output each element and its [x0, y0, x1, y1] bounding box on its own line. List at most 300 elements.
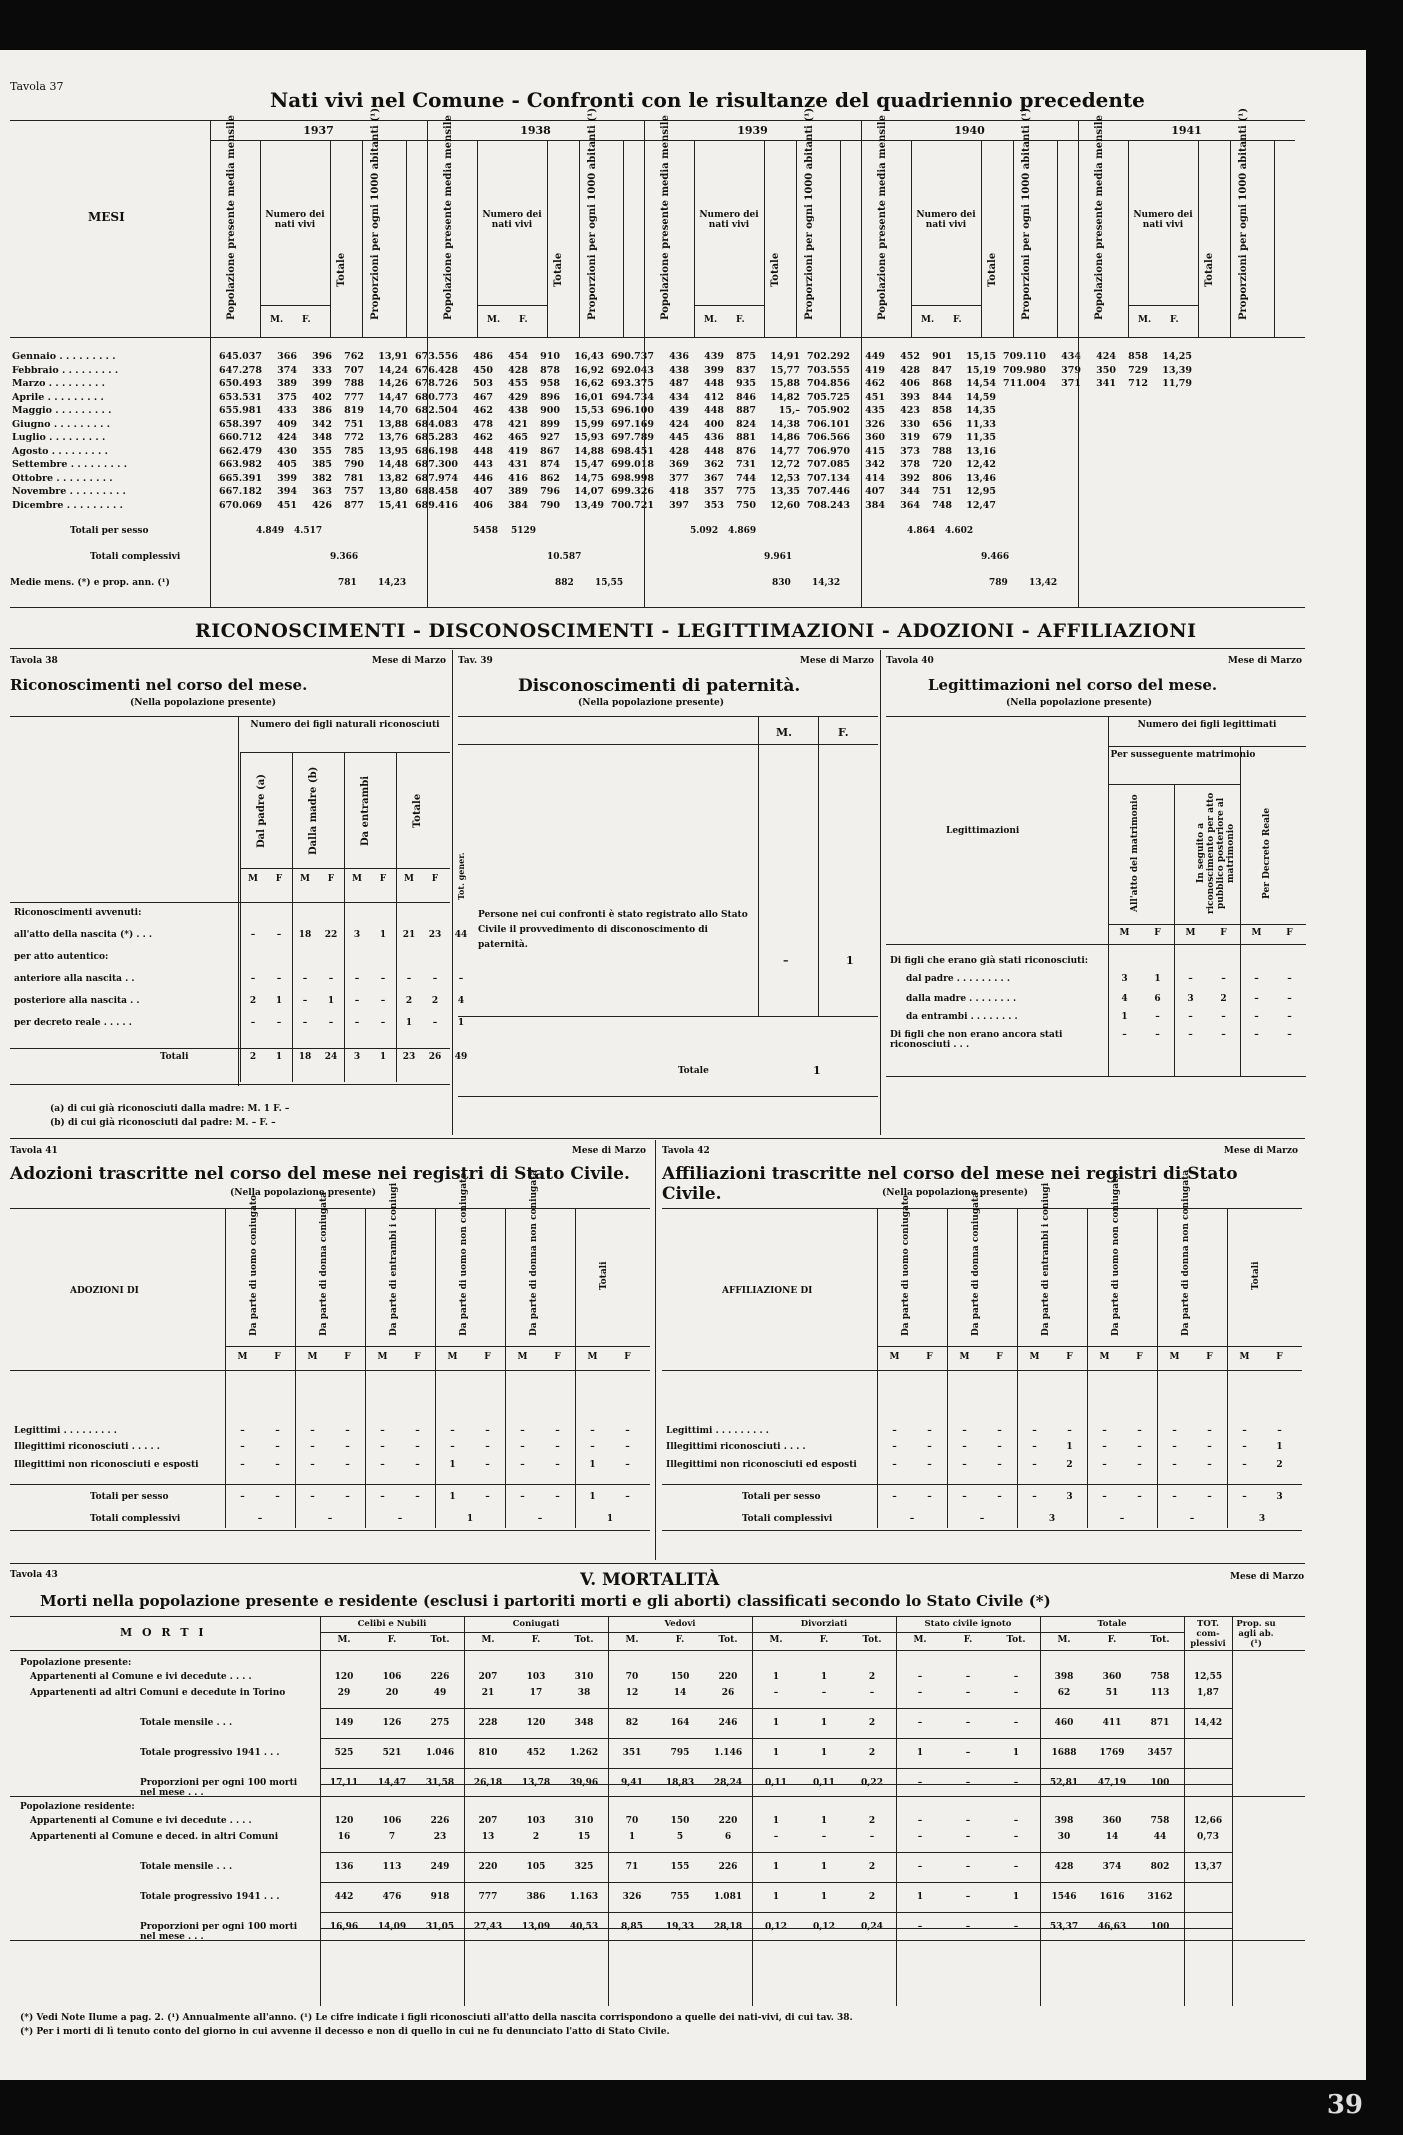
t43-cell: 40,53: [569, 1922, 599, 1932]
t37-medie: 789: [989, 578, 1008, 588]
t43-cell: 13,09: [521, 1922, 551, 1932]
t38-cell: 3: [353, 930, 361, 940]
t43-rowhead: M O R T I: [120, 1626, 207, 1639]
t43-cell: 228: [478, 1718, 498, 1728]
t42-cell: –: [892, 1442, 897, 1452]
t41-col-divider: [435, 1208, 436, 1528]
t43-cell: 460: [1054, 1718, 1074, 1728]
t37-cell: [1118, 458, 1150, 472]
t43-cell: 1: [1012, 1748, 1020, 1758]
t40-mf: F: [1286, 928, 1293, 938]
t42-cell: –: [892, 1426, 897, 1436]
t40-cell: 3: [1187, 994, 1194, 1004]
t37-cell: 452: [900, 351, 920, 362]
t43-cell: –: [965, 1672, 971, 1682]
t38-cell: 1: [275, 996, 283, 1006]
t37-cell: 455: [508, 378, 528, 389]
t40-row-label: Di figli che erano già stati riconosciuti:: [890, 956, 1089, 966]
t43-cell: 21: [481, 1688, 495, 1698]
t43-row-label: Totale progressivo 1941 . . .: [140, 1748, 280, 1758]
t37-cell: 729: [1128, 364, 1148, 376]
t38-cell: –: [250, 930, 256, 940]
t37-cell: [1118, 485, 1150, 499]
t41-cell: 1: [589, 1492, 596, 1502]
t37-cell: 837: [736, 364, 756, 376]
t41-mf: M: [377, 1352, 388, 1362]
t38-cell: 1: [457, 1018, 465, 1028]
t37-tot-compl: 9.366: [330, 552, 359, 562]
t38-cell: –: [458, 974, 464, 984]
t43-cell: –: [965, 1816, 971, 1826]
t43-cell: 103: [526, 1816, 546, 1826]
t40-cell: 1: [1154, 974, 1161, 984]
t37-cell: 14,82: [770, 391, 800, 403]
t38-cell: 22: [324, 930, 338, 940]
t43-cell: 28,24: [713, 1778, 743, 1788]
t43-cell: 348: [574, 1718, 594, 1728]
t43-cell: 1: [820, 1748, 828, 1758]
t43-cell: –: [869, 1832, 875, 1842]
t37-cell: 11,79: [1162, 378, 1192, 389]
t43-cell: 47,19: [1097, 1778, 1127, 1788]
t43-cell: –: [965, 1778, 971, 1788]
t37-tot-sesso: 4.864: [907, 526, 936, 536]
t37-cell: 503: [473, 378, 493, 389]
t43-cell: 249: [430, 1862, 450, 1872]
t43-cell: 100: [1150, 1778, 1170, 1788]
t43-group: Coniugati: [512, 1619, 560, 1629]
t37-year: 1938: [520, 124, 551, 137]
t37-cell: 16,01: [574, 391, 604, 403]
t41-cell: –: [485, 1426, 490, 1436]
t37-cell: 397: [669, 499, 689, 511]
t43-cell: 31,05: [425, 1922, 455, 1932]
t43-cell: 62: [1057, 1688, 1071, 1698]
t41-mf: M: [447, 1352, 458, 1362]
t39-tot-val: 1: [813, 1064, 821, 1077]
t37-cell: 13,91: [378, 351, 408, 362]
t37-cell: 451: [865, 391, 885, 403]
t41-cell: –: [415, 1460, 420, 1470]
t43-sub: M.: [337, 1635, 351, 1645]
t37-year: 1937: [303, 124, 334, 137]
t43-cell: 105: [526, 1862, 546, 1872]
t42-col-head: Totali: [1251, 1261, 1261, 1291]
t41-tot: –: [257, 1514, 263, 1524]
t43-cell: 360: [1102, 1816, 1122, 1826]
t42-mf: M: [1169, 1352, 1180, 1362]
t37-col-m: M.: [921, 315, 935, 325]
t41-mf: F: [554, 1352, 561, 1362]
t39-label: Tav. 39: [458, 656, 493, 666]
t43-cell: 1.262: [569, 1748, 599, 1758]
t43-cell: 28,18: [713, 1922, 743, 1932]
t38-note-a: (a) di cui già riconosciuti dalla madre: M. 1 F. –: [50, 1104, 290, 1114]
t37-col-divider: [1128, 140, 1129, 337]
t41-col-head: Da parte di donna non coniugata: [529, 1169, 539, 1336]
t43-group: Prop. su agli ab. (¹): [1236, 1619, 1276, 1649]
t41-col-divider: [365, 1208, 366, 1528]
t37-cell: 462: [473, 405, 493, 416]
t37-cell: 712: [1128, 378, 1148, 389]
t37-cell: 399: [277, 472, 297, 484]
t37-cell: 369: [669, 459, 689, 470]
t37-cell: 692.043: [611, 364, 654, 376]
t43-cell: 31,58: [425, 1778, 455, 1788]
t43-cell: 51: [1105, 1688, 1119, 1698]
t43-cell: –: [1013, 1688, 1019, 1698]
t37-cell: [1083, 418, 1118, 432]
t43-sub: Tot.: [1006, 1635, 1026, 1645]
t37-cell: 436: [704, 432, 724, 443]
t43-cell: 871: [1150, 1718, 1170, 1728]
t42-cell: –: [1207, 1492, 1212, 1502]
t37-cell: 342: [312, 418, 332, 430]
t42-cell: –: [1067, 1426, 1072, 1436]
t43-cell: 1: [772, 1718, 780, 1728]
t43-cell: 39,96: [569, 1778, 599, 1788]
t41-cell: –: [380, 1442, 385, 1452]
t38-cell: 23: [428, 930, 442, 940]
t43-cell: –: [1013, 1922, 1019, 1932]
t37-cell: 862: [540, 472, 560, 484]
t37-cell: 362: [704, 459, 724, 470]
t37-cell: 819: [344, 405, 364, 416]
t41-row-label: Illegittimi riconosciuti . . . . .: [14, 1442, 160, 1452]
t40-cell: –: [1287, 1030, 1292, 1040]
t37-month-cell: Febbraio . . . . . . . . .: [12, 364, 119, 376]
t37-cell: 663.982: [219, 459, 262, 470]
t37-cell: 360: [865, 432, 885, 443]
t41-mf: F: [484, 1352, 491, 1362]
t38-col-head: Dalla madre (b): [308, 766, 319, 856]
t37-cell: 788: [932, 445, 952, 457]
t43-cell: 1.046: [425, 1748, 455, 1758]
t37-cell: 910: [540, 351, 560, 362]
t37-cell: 13,35: [770, 486, 800, 497]
t41-cell: 1: [449, 1492, 456, 1502]
t43-cell: 2: [868, 1672, 876, 1682]
t37-cell: 15,19: [966, 364, 996, 376]
t42-mf: F: [996, 1352, 1003, 1362]
t41-col-divider: [575, 1208, 576, 1528]
t43-sub: Tot.: [574, 1635, 594, 1645]
t43-cell: 19,33: [665, 1922, 695, 1932]
t37-cell: 11,33: [966, 418, 996, 430]
t42-cell: –: [1207, 1460, 1212, 1470]
t41-tot: –: [327, 1514, 333, 1524]
t37-cell: [1150, 485, 1194, 499]
t43-sub: F.: [1107, 1635, 1117, 1645]
t43-cell: 2: [868, 1718, 876, 1728]
t37-cell: 12,47: [966, 499, 996, 511]
t37-cell: 660.712: [219, 432, 262, 443]
t43-cell: 220: [718, 1816, 738, 1826]
t37-row: [10, 418, 1194, 432]
t37-cell: 355: [312, 445, 332, 457]
t43-cell: 1546: [1051, 1892, 1077, 1902]
t42-rule: [662, 1484, 1302, 1485]
t37-cell: 399: [704, 364, 724, 376]
t43-cell: 16,96: [329, 1922, 359, 1932]
t37-tot-compl-label: Totali complessivi: [90, 552, 181, 562]
t37-mf-rule: [477, 305, 547, 306]
t43-cell: –: [1013, 1832, 1019, 1842]
t37-mesi-header: MESI: [88, 210, 125, 224]
t37-cell: 434: [669, 391, 689, 403]
t37-month-cell: Gennaio . . . . . . . . .: [12, 351, 116, 362]
t37-cell: 686.198: [415, 445, 458, 457]
t42-col-head: Da parte di entrambi i coniugi: [1041, 1182, 1051, 1336]
t41-cell: –: [275, 1460, 280, 1470]
t43-cell: 3162: [1147, 1892, 1173, 1902]
t38-rule: [10, 1048, 450, 1049]
t41-mf: F: [624, 1352, 631, 1362]
t37-col-divider: [796, 140, 797, 337]
t38-cell: –: [302, 974, 308, 984]
t37-cell: 708.243: [807, 499, 850, 511]
t37-year-divider: [210, 120, 211, 607]
t37-cell: 448: [704, 405, 724, 416]
t37-cell: 16,62: [574, 378, 604, 389]
t42-tot: –: [1119, 1514, 1125, 1524]
t37-cell: [1118, 499, 1150, 513]
t37-cell: 424: [669, 418, 689, 430]
t37-cell: 429: [508, 391, 528, 403]
t43-cell: –: [965, 1688, 971, 1698]
t41-cell: –: [625, 1442, 630, 1452]
t43-cell: 18,83: [665, 1778, 695, 1788]
t37-cell: 15,41: [378, 499, 408, 511]
t40-label: Tavola 40: [886, 656, 934, 666]
t43-group: Divorziati: [800, 1619, 848, 1629]
t37-cell: 396: [312, 351, 332, 362]
t43-cell: 52,81: [1049, 1778, 1079, 1788]
t40-rule: [1108, 924, 1306, 925]
t43-cell: –: [965, 1922, 971, 1932]
t37-cell: [998, 404, 1048, 418]
t37-cell: 709.980: [1003, 364, 1046, 376]
t37-cell: 14,86: [770, 432, 800, 443]
t43-cell: 1769: [1099, 1748, 1125, 1758]
t40-cell: 1: [1121, 1012, 1128, 1022]
t43-cell: 5: [676, 1832, 684, 1842]
t37-cell: 374: [277, 364, 297, 376]
t37-cell: 858: [1128, 351, 1148, 362]
t43-rule: [10, 1940, 1305, 1941]
t41-cell: –: [345, 1426, 350, 1436]
t37-cell: [1150, 391, 1194, 405]
t43-cell: 14: [673, 1688, 687, 1698]
t42-cell: –: [1102, 1492, 1107, 1502]
t41-col-divider: [505, 1208, 506, 1528]
t41-cell: –: [240, 1426, 245, 1436]
t39-title: Disconoscimenti di paternità.: [518, 676, 801, 696]
t41-mf: M: [307, 1352, 318, 1362]
t41-cell: –: [380, 1426, 385, 1436]
t43-cell: 120: [334, 1672, 354, 1682]
t38-row-label: anteriore alla nascita . .: [14, 974, 135, 984]
t42-cell: 3: [1066, 1492, 1073, 1502]
t39-f: F.: [838, 726, 849, 739]
t38-col-divider: [292, 752, 293, 1082]
t42-cell: –: [1172, 1442, 1177, 1452]
t37-cell: 407: [865, 486, 885, 497]
t42-mf: M: [959, 1352, 970, 1362]
t43-row-rule: [320, 1708, 1232, 1709]
t37-cell: 448: [704, 378, 724, 389]
t37-cell: 881: [736, 432, 756, 443]
t41-cell: –: [450, 1442, 455, 1452]
t42-cell: –: [1032, 1460, 1037, 1470]
t42-block: [662, 1146, 1302, 1556]
t42-tot: 3: [1048, 1514, 1056, 1524]
t37-year-rule: [1078, 140, 1295, 141]
t41-cell: –: [240, 1442, 245, 1452]
t37-cell: 899: [540, 418, 560, 430]
t42-tot-label: Totali complessivi: [742, 1514, 833, 1524]
t40-cell: –: [1221, 974, 1226, 984]
t42-cell: –: [1137, 1442, 1142, 1452]
t43-cell: 120: [334, 1816, 354, 1826]
t37-cell: 14,59: [966, 391, 996, 403]
t42-cell: –: [892, 1492, 897, 1502]
t37-cell: 366: [277, 351, 297, 362]
t43-cell: 226: [430, 1816, 450, 1826]
t40-rule: [886, 1076, 1306, 1077]
t42-cell: –: [1032, 1492, 1037, 1502]
t40-subgroup: Per susseguente matrimonio: [1110, 750, 1256, 760]
t41-cell: –: [555, 1442, 560, 1452]
t41-cell: –: [380, 1460, 385, 1470]
page-tab-marker: [0, 50, 208, 102]
t42-cell: –: [892, 1460, 897, 1470]
t37-cell: 436: [669, 351, 689, 362]
t37-cell: 342: [865, 459, 885, 470]
t40-month: Mese di Marzo: [1227, 656, 1302, 666]
t37-col-f: F.: [953, 315, 962, 325]
t43-sub: F.: [819, 1635, 829, 1645]
t43-block-title: Popolazione presente:: [20, 1658, 132, 1668]
t37-cell: 434: [1061, 351, 1081, 362]
t41-cell: –: [310, 1460, 315, 1470]
t43-cell: –: [821, 1832, 827, 1842]
t42-col-divider: [877, 1208, 878, 1528]
t37-cell: 15,53: [574, 405, 604, 416]
t43-cell: 44: [1153, 1832, 1167, 1842]
t37-month-cell: Novembre . . . . . . . . .: [12, 486, 126, 497]
t38-mf: F: [379, 874, 387, 884]
t37-cell: 935: [736, 378, 756, 389]
t43-label: Tavola 43: [10, 1570, 58, 1580]
t42-cell: –: [1102, 1460, 1107, 1470]
t42-cell: –: [997, 1460, 1002, 1470]
t43-sub: F.: [387, 1635, 397, 1645]
t37-medie: 830: [772, 578, 791, 588]
t40-cell: –: [1122, 1030, 1127, 1040]
t43-cell: 17,11: [329, 1778, 359, 1788]
t37-col-totale: Totale: [336, 252, 347, 288]
t37-cell: 656: [932, 418, 952, 430]
t37-year-divider: [1078, 120, 1079, 607]
t41-cell: –: [275, 1442, 280, 1452]
t38-cell: 21: [402, 930, 416, 940]
t43-cell: –: [965, 1892, 971, 1902]
t38-cell: 1: [379, 1052, 387, 1062]
t43-cell: 386: [526, 1892, 546, 1902]
t42-tot: 3: [1258, 1514, 1266, 1524]
t37-row: [10, 472, 1194, 486]
t43-cell: 758: [1150, 1816, 1170, 1826]
t41-cell: –: [590, 1442, 595, 1452]
t37-cell: 12,72: [770, 459, 800, 470]
t37-medie: 13,42: [1029, 578, 1058, 588]
t40-cell: 4: [1121, 994, 1128, 1004]
t42-mf: M: [1239, 1352, 1250, 1362]
t37-cell: 15,77: [770, 364, 800, 376]
t37-cell: 788: [344, 378, 364, 389]
t37-row: [10, 445, 1194, 459]
t43-cell: 777: [478, 1892, 498, 1902]
t43-cell: 113: [382, 1862, 402, 1872]
t40-rule: [886, 944, 1306, 945]
t42-subtitle: (Nella popolazione presente): [882, 1188, 1029, 1198]
t43-cell: 207: [478, 1816, 498, 1826]
t40-title: Legittimazioni nel corso del mese.: [928, 676, 1218, 694]
t37-col-numero: Numero dei nati vivi: [1133, 210, 1193, 230]
t37-label: Tavola 37: [10, 80, 64, 93]
t43-cell: 325: [574, 1862, 594, 1872]
t39-subtitle: (Nella popolazione presente): [578, 698, 725, 708]
t37-cell: 384: [865, 499, 885, 511]
t37-cell: 958: [540, 378, 560, 389]
t43-cell: –: [1013, 1718, 1019, 1728]
t37-col-divider: [981, 140, 982, 337]
t37-col-divider: [362, 140, 363, 337]
t37-cell: 13,95: [378, 445, 408, 457]
t43-cell: 795: [670, 1748, 690, 1758]
t37-cell: 438: [669, 364, 689, 376]
t41-title: Adozioni trascritte nel corso del mese nei registri di Stato Civile.: [10, 1164, 630, 1184]
t43-group: Vedovi: [664, 1619, 696, 1629]
t37-cell: 12,53: [770, 472, 800, 484]
t37-cell: 14,47: [378, 391, 408, 403]
t37-cell: 690.737: [611, 351, 654, 362]
t42-col-head: Da parte di donna coniugata: [971, 1192, 981, 1336]
t37-cell: 772: [344, 432, 364, 443]
t40-cell: –: [1188, 974, 1193, 984]
t37-col-totale: Totale: [987, 252, 998, 288]
t42-rowhead: AFFILIAZIONE DI: [722, 1286, 813, 1296]
t38-col-head: Da entrambi: [360, 776, 371, 847]
t40-row-label: dalla madre . . . . . . . .: [906, 994, 1017, 1004]
t43-sub: M.: [625, 1635, 639, 1645]
t43-cell: 1: [820, 1862, 828, 1872]
t42-cell: –: [927, 1426, 932, 1436]
t37-col-prop: Proporzioni per ogni 1000 abitanti (¹): [1021, 107, 1032, 320]
t37-cell: 377: [669, 472, 689, 484]
t42-cell: 2: [1066, 1460, 1073, 1470]
t37-cell: 389: [277, 378, 297, 389]
t37-cell: 689.416: [415, 499, 458, 511]
t37-cell: 706.970: [807, 445, 850, 457]
t42-mf: F: [1206, 1352, 1213, 1362]
t42-col-divider: [947, 1208, 948, 1528]
t43-cell: 103: [526, 1672, 546, 1682]
t37-month-cell: Settembre . . . . . . . . .: [12, 459, 128, 470]
t37-cell: 720: [932, 459, 952, 470]
t43-cell: –: [917, 1862, 923, 1872]
